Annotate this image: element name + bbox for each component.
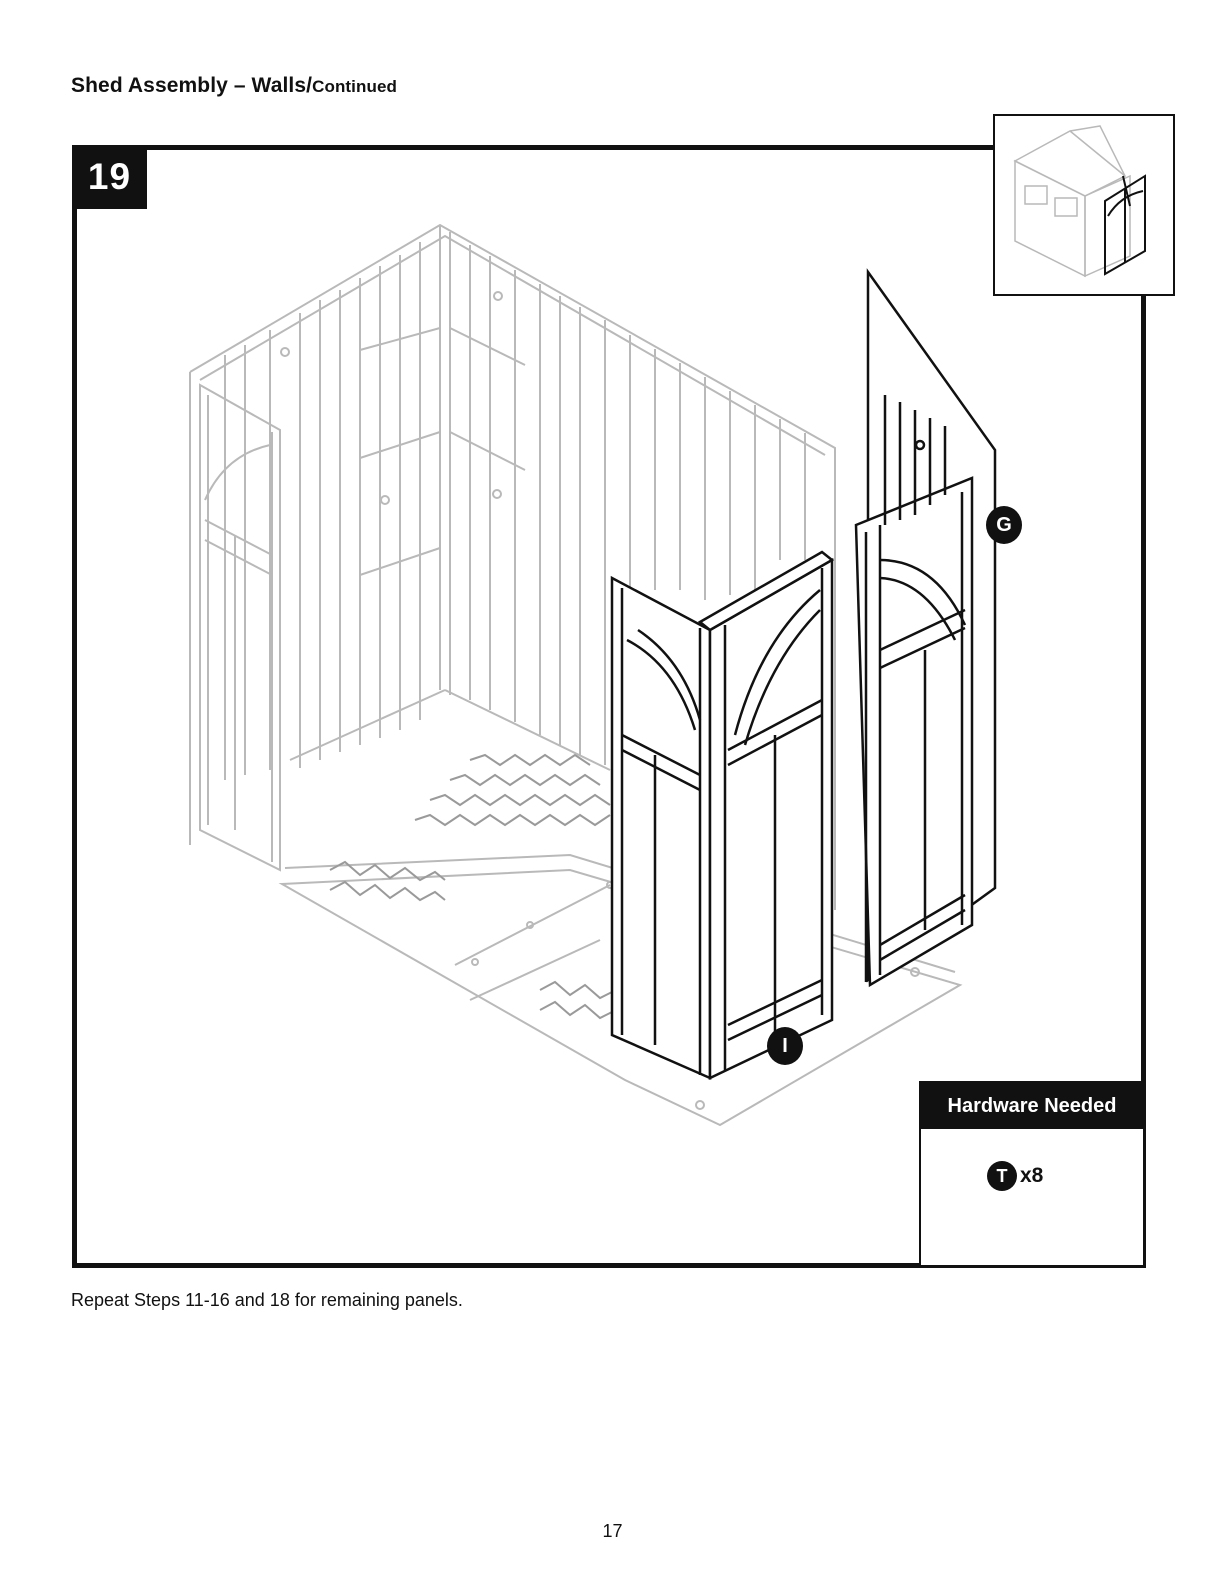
- page-number: 17: [602, 1521, 623, 1541]
- hardware-needed-heading: Hardware Needed: [921, 1083, 1143, 1129]
- floor-treads: [330, 755, 612, 1018]
- part-callout-g: G: [986, 506, 1022, 544]
- step-number-badge: 19: [72, 145, 147, 209]
- part-callout-i: I: [767, 1027, 803, 1065]
- panel-i: [612, 552, 832, 1078]
- hardware-part-badge: T: [987, 1161, 1017, 1191]
- panel-g: [856, 272, 995, 985]
- section-title-continued: Continued: [312, 77, 398, 96]
- left-door-panel: [200, 385, 280, 870]
- instruction-text: Repeat Steps 11-16 and 18 for remaining panels.: [71, 1290, 463, 1310]
- shed-overview-thumbnail: [993, 114, 1175, 296]
- hardware-item: [987, 1161, 1043, 1191]
- hardware-quantity: x8: [1020, 1164, 1044, 1187]
- hardware-needed-panel: [919, 1081, 1143, 1265]
- section-title-main: Shed Assembly – Walls/: [71, 74, 313, 97]
- shed-overview-image: [995, 116, 1173, 294]
